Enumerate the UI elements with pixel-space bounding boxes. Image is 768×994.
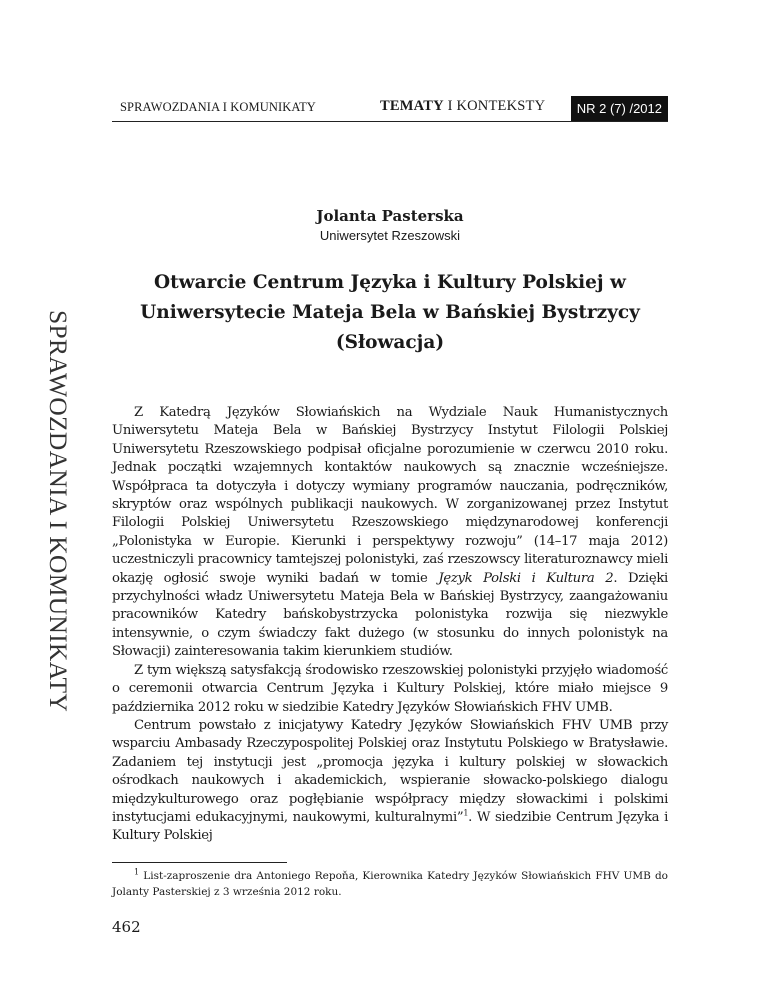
footnote-text: List-zaproszenie dra Antoniego Repoňa, Kierownika Katedry Języków Słowiańskich FHV UMB do Jolanty Pasterskiej z 3 września 2012 roku. <box>112 870 668 898</box>
paragraph-1-text-b: . Dzięki przychylności władz Uniwersytetu Mateja Bela w Bańskiej Bystrzycy, zaangażowaniu pracowników Katedry bańskobystrzycka polonistyka rozwija się niezwykle intensywnie, o czym świadczy fakt dużego (w stosunku do innych polonistyk na Słowacji) zainteresowania takim kierunkiem studiów. <box>112 570 668 660</box>
footnote-rule <box>112 862 287 863</box>
paragraph-3-text-b: . W siedzibie Centrum Języka i Kultury Polskiej <box>112 809 668 844</box>
journal-title-sep: I <box>443 98 457 114</box>
paragraph-1 <box>112 404 668 662</box>
footnote <box>112 868 668 900</box>
paragraph-3 <box>112 717 668 846</box>
header-section: SPRAWOZDANIA I KOMUNIKATY <box>120 100 316 114</box>
footnote-number: 1 <box>134 867 140 877</box>
paragraph-2: Z tym większą satysfakcją środowisko rzeszowskiej polonistyki przyjęło wiadomość o ceremonii otwarcia Centrum Języka i Kultury Polskiej, które miało miejsce 9 października 2012 roku w siedzibie Katedry Języków Słowiańskich FHV UMB. <box>112 662 668 715</box>
author-affiliation: Uniwersytet Rzeszowski <box>319 228 461 243</box>
author-name: Jolanta Pasterska <box>316 207 464 225</box>
journal-title-bold: TEMATY <box>380 98 444 114</box>
header-journal-title <box>380 98 545 115</box>
issue-badge: NR 2 (7) /2012 <box>571 96 668 121</box>
footnote-ref[interactable]: 1 <box>463 808 469 818</box>
journal-title-rest: KONTEKSTY <box>456 98 546 114</box>
paragraph-1-text-a: Z Katedrą Języków Słowiańskich na Wydziale Nauk Humanistycznych Uniwersytetu Mateja Bela w Bańskiej Bystrzycy Instytut Filologii Polskiej Uniwersytetu Rzeszowskiego podpisał oficjalne porozumienie w czerwcu 2010 roku. Jednak początki wzajemnych kontaktów naukowych są znacznie wcześniejsze. Współpraca ta dotyczyła i dotyczy wymiany programów nauczania, podręczników, skryptów oraz wspólnych publikacji naukowych. W zorganizowanej przez Instytut Filologii Polskiej Uniwersytetu Rzeszowskiego międzynarodowej konferencji „Polonistyka w Europie. Kierunki i perspektywy rozwoju” (14–17 maja 2012) uczestniczyli pracownicy tamtejszej polonistyki, zaś rzeszowscy literaturoznawcy mieli okazję ogłosić swoje wyniki badań w tomie <box>112 405 668 586</box>
paragraph-3-text-a: Centrum powstało z inicjatywy Katedry Języków Słowiańskich FHV UMB przy wsparciu Ambasady Rzeczypospolitej Polskiej oraz Instytutu Polskiego w Bratysławie. Zadaniem tej instytucji jest „promocja języka i kultury polskiej w słowackich ośrodkach naukowych i akademickich, wspieranie słowacko-polskiego dialogu międzykulturowego oraz pogłębianie współpracy między słowackimi i polskimi instytucjami edukacyjnymi, naukowymi, kulturalnymi” <box>112 717 668 825</box>
page-number: 462 <box>112 918 141 936</box>
running-header <box>112 96 668 122</box>
article-title: Otwarcie Centrum Języka i Kultury Polskiej w Uniwersytecie Mateja Bela w Bańskiej Bystrzycy (Słowacja) <box>140 272 640 353</box>
article-body <box>112 404 668 846</box>
side-section-label: SPRAWOZDANIA I KOMUNIKATY <box>44 310 73 713</box>
book-title: Język Polski i Kultura 2 <box>438 570 614 586</box>
